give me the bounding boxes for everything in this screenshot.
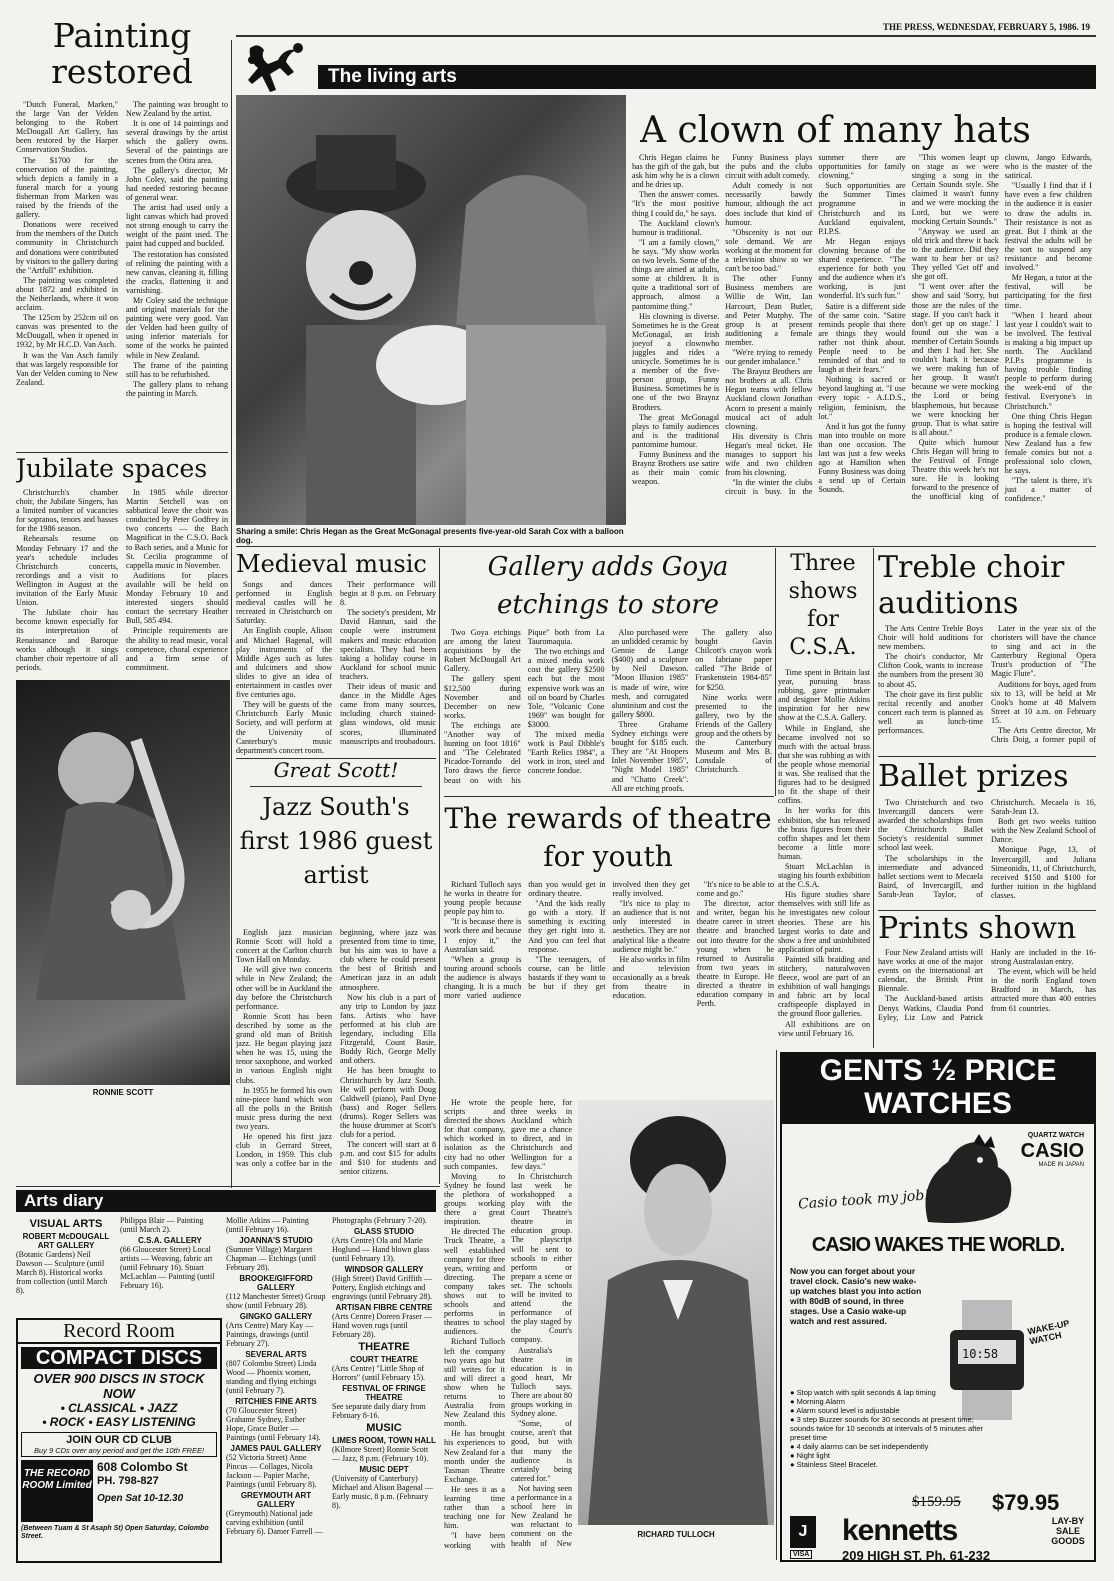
record-room-logo: THE RECORD ROOM Limited (21, 1460, 93, 1522)
casio-feature (790, 1451, 986, 1460)
treble-headline: Treble choir auditions (878, 550, 1065, 621)
paragraph: Their ideas of music and dance in the Middle Ages came from many sources, including church stained-glass windows, old music scores, illuminated manuscripts and troubadours. (340, 682, 436, 746)
record-room-address: 608 Colombo St (97, 1460, 188, 1474)
jubilate-headline: Jubilate spaces (16, 454, 208, 483)
section-banner: The living arts (318, 65, 1096, 89)
paragraph: Such opportunities are the Summer Times programme in Christchurch and its Auckland equivalent, P.I.P.S. (818, 181, 906, 236)
paragraph: The choir gave its first public recital recently and another concert each term is planned as well as lunch-time performances. (878, 689, 983, 736)
paragraph: "In the winter the clubs circuit is busy. In the summer there are opportunities for family clowning." (725, 153, 906, 497)
paragraph: Adult comedy is not necessarily bawdy humour, although the act does include that kind of humour. (725, 181, 813, 227)
paragraph: One thing Chris Hegan is hoping the festival will produce is a female clown. New Zealand has a few female comics but not a professional solo clown, he says. (1004, 411, 1092, 476)
diary-section-heading: VISUAL ARTS (29, 1218, 103, 1230)
paragraph: The society's president, Mr David Hannan, said the couple were instrument makers and music education specialists. They had been taking a holiday course in Auckland for school music teachers. (340, 608, 436, 681)
casio-intro: Now you can forget about your travel clock. Casio's new wake-up watches blast you into action with 80dB of sound, in three stages. Use a Casio wake-up watch and rest assured. (790, 1266, 922, 1326)
paragraph: The choir's conductor, Mr Clifton Cook, wants to increase the numbers from the present 30 to about 45. (878, 652, 983, 689)
tulloch-photo-image (578, 1100, 774, 1525)
record-room-line3: • ROCK • EASY LISTENING (42, 1415, 196, 1429)
paragraph: The event, which will be held in the north England town Bradford in March, has attracted more than 400 entries from 61 countries. (991, 967, 1096, 1013)
paragraph: Donations were received from the members of the Dutch community in Christchurch and donations were contributed by visitors to the gallery during the "Artfull" exhibition. (16, 220, 118, 275)
divider (236, 546, 1096, 547)
saxophone-photo-image (16, 680, 230, 1085)
divider (236, 758, 436, 759)
watch-ad-rooster-area (788, 1132, 1088, 1228)
diary-entry: See separate daily diary from February 8-16. (332, 1402, 426, 1420)
old-price: $159.95 (912, 1494, 961, 1510)
divider (878, 756, 1096, 757)
paragraph: Stuart McLachlan is staging his fourth exhibition at the C.S.A. (778, 861, 870, 890)
jazz-headline: Jazz South's first 1986 guest artist (239, 793, 433, 889)
watch-ad-headline-2: WATCHES (782, 1088, 1094, 1124)
paragraph: The etchings are "Another way of hunting on foot 1816" and "The Celebrated Picador-Toreando del Toro draws the fierce beast on with his Pique" both from La Tauromaquia. (444, 628, 605, 785)
casio-tagline: CASIO WAKES THE WORLD. (811, 1234, 1065, 1256)
paragraph: In 1955 he formed his own nine-piece band which won all the polls in the British music press during the next two years. (236, 1085, 332, 1131)
jazz-body (236, 928, 436, 1186)
diary-venue: C.S.A. GALLERY (138, 1236, 202, 1245)
paragraph: "When I heard about last year I couldn't wait to be involved. The festival is making a big impact up north. The Auckland P.I.P.s programme is having trouble finding people to perform during the week-end of the festival. Everyone's in Christchurch." (1004, 310, 1092, 411)
diary-venue: LIMES ROOM, TOWN HALL (332, 1436, 436, 1445)
paragraph: His figure studies share themselves with still life as he investigates new colour theories. These are his largest works to date and show a free and uninhibited application of paint. (778, 890, 870, 954)
diary-col-1 (16, 1216, 116, 1316)
casio-feature (790, 1397, 986, 1406)
svg-text:10:58: 10:58 (962, 1347, 999, 1361)
casio-feature-text: Alarm sound level is adjustable (796, 1406, 900, 1415)
diary-entry: (University of Canterbury) Michael and Alison Bagenal — Early music, 8 p.m. (February 8). (332, 1474, 433, 1510)
paragraph: The two etchings and a mixed media work cost the gallery $2500 each but the most expensive work was an oil on board by Charles Tole, "Volcanic Cone 1969" was bought for $3000. (527, 647, 605, 729)
paragraph: They will be guests of the Christchurch Early Music Society, and will perform at the University of Canterbury's music department's concert room. (236, 700, 332, 755)
paragraph: "And the kids really go with a story. If something is exciting they get right into it. And you can feel that response. (528, 899, 606, 954)
casio-brand: CASIO (1020, 1140, 1084, 1162)
paragraph: He will give two concerts while in New Zealand; the other will be in Auckland the day before the Christchurch performance. (236, 965, 332, 1011)
record-room-hours: Open Sat 10-12.30 (97, 1493, 184, 1504)
diary-col-3 (226, 1216, 326, 1566)
paragraph: Their performance will begin at 8 p.m. on February 8. (340, 580, 436, 608)
paragraph: The restoration has consisted of relining the painting with a new canvas, cleaning it, filling the cracks, flattening it and varnishing. (126, 249, 228, 295)
record-room-line1: OVER 900 DISCS IN STOCK NOW (33, 1371, 205, 1401)
paragraph: "Dutch Funeral, Marken," the large Van der Velden belonging to the Robert McDougall Art Gallery, has been restored by the Harper Conservation Studios. (16, 100, 118, 155)
dancers-icon (238, 40, 316, 100)
paragraph: And it has got the funny man into trouble on more than one occasion. The last was just a few weeks ago at Hamilton when Funny Business was doing a send up of Certain Sounds. (818, 421, 906, 495)
paragraph: Mr Coley said the technique and original materials for the painting were very good. Van der Velden had been guilty of using inferior materials for some of the works he painted while in New Zealand. (126, 295, 228, 360)
cd-club-box (21, 1432, 217, 1457)
paragraph: The Jubilate choir has become known especially for its interpretation of Renaissance and Baroque works although it sings chamber choir repertoire of all periods. (16, 608, 118, 672)
visa-badge: VISA (790, 1550, 812, 1559)
divider (16, 452, 228, 453)
diary-entry: (66 Gloucester Street) Local artists — Weaving, fabric art (until February 16). Stuart McLachlan — Painting (until February 16). (120, 1245, 215, 1290)
jubilate-body (16, 488, 228, 674)
clown-photo-image (236, 95, 626, 525)
paragraph: The Arts Centre Treble Boys Choir will hold auditions for new members. (878, 624, 983, 652)
paragraph: Songs and dances performed in English medieval castles will be recreated in Christchurch on Saturday. (236, 580, 332, 626)
paragraph: The concert will start at 8 p.m. and cost $15 for adults and $10 for students and senior citizens. (340, 1140, 436, 1177)
record-room-line2: • CLASSICAL • JAZZ (60, 1401, 178, 1415)
paragraph: He wrote the scripts and directed the shows for that company, which worked in isolation as the city had no other such companies. (444, 1098, 505, 1171)
bullet-icon: ● (790, 1397, 797, 1406)
paragraph: Four New Zealand artists will have works at one of the major events on the international art calendar, the British Print Biennale. (878, 948, 983, 994)
diary-col-4 (332, 1216, 436, 1566)
paragraph: In 1985 while director Martin Setchell was on sabbatical leave the choir was conducted by Peter Godfrey in two concerts — the Bach Magnificat in the C.S.O. Back to Bach series, and a Music for St. Cecilia programme of cappella music in November. (126, 488, 228, 570)
paragraph: The scholarships in the intermediate and advanced ballet sections went to Mecaela Baird, of Invercargill, and Sarah-Jean Taylor, of Christchurch. Mecaela is 16, Sarah-Jean 13. (878, 798, 1096, 899)
paragraph: "Obscenity is not our sole demand. We are working at the moment for a television show so we can't be too bad." (725, 227, 813, 274)
casio-sub: MADE IN JAPAN (1038, 1162, 1084, 1168)
diary-venue: JAMES PAUL GALLERY (230, 1444, 322, 1453)
paragraph: "I have been working with people here, for three weeks in Auckland which gave me a chance to direct, and in Christchurch and Wellington for a few days." (444, 1098, 572, 1550)
diary-section-heading: THEATRE (358, 1341, 410, 1353)
paragraph: The other Funny Business members are Willie de Witt, Ian Harcourt, Dean Butler, and Peter Murphy. The group is at present auditioning a female member. (725, 274, 813, 347)
tulloch-caption: RICHARD TULLOCH (637, 1530, 715, 1539)
diary-entry: (52 Victoria Street) Anne Pincus — Collages, Nicola Jackson — Papier Mache, Paintings (until February 8). (226, 1453, 317, 1489)
diary-section-heading: MUSIC (366, 1422, 402, 1434)
medieval-headline: Medieval music (236, 550, 427, 578)
paragraph: Mr Hegan, a tutor at the festival, will be participating for the first time. (1004, 273, 1092, 310)
paragraph: Auditions for places available will be held on Monday February 10 and interested singers should contact the secretary Heather Bull, 585 494. (126, 570, 228, 626)
divider (250, 786, 422, 787)
paragraph: He has been brought to Christchurch by Jazz South. He will perform with Doug Caldwell (piano), Paul Dyne (bass) and Roger Sellers (drums). Roger Sellers was the house drummer at Scott's club for a period. (340, 1066, 436, 1140)
bullet-icon: ● (790, 1442, 797, 1451)
divider (231, 40, 232, 1188)
paragraph: "It's nice to be able to come and go." (696, 880, 774, 899)
masthead: THE PRESS, WEDNESDAY, FEBRUARY 5, 1986. 19 (882, 22, 1090, 32)
tulloch-photo (578, 1100, 774, 1525)
paragraph: He sees it as a learning time rather than a teaching one for him. (444, 1484, 505, 1531)
diary-venue: FESTIVAL OF FRINGE THEATRE (342, 1384, 426, 1402)
paragraph: The gallery spent $12,500 during November and December on new works. (444, 674, 521, 720)
theatre-body-left (444, 1098, 572, 1556)
paragraph: Later in the year six of the choristers will have the chance to sing and act in the Canterbury Regional Opera Trust's production of "The Magic Flute". (991, 624, 1096, 679)
diary-col-2 (120, 1216, 220, 1316)
paragraph: He also works in film and television occasionally as a break from theatre in education. (612, 954, 690, 1001)
diary-venue: MUSIC DEPT (359, 1465, 409, 1474)
diary-venue: ARTISAN FIBRE CENTRE (335, 1303, 433, 1312)
paragraph: In her works for this exhibition, she has released the brass figures from their coffin shapes and let them become a little more human. (778, 806, 870, 861)
diary-entry: Photographs (February 7-20). (332, 1216, 427, 1225)
casio-feature-text: 3 step Buzzer sounds for 30 seconds at present time; sounds twice for 10 seconds at intervals of 5 minutes after preset time (790, 1415, 984, 1442)
diary-venue: BROOKE/GIFFORD GALLERY (239, 1274, 313, 1292)
clown-headline: A clown of many hats (640, 110, 1031, 151)
cd-club-sub: Buy 9 CDs over any period and get the 10th FREE! (33, 1446, 205, 1455)
watch-ad (780, 1052, 1096, 1562)
paragraph: His diversity is Chris Hegan's meal ticket. He manages to support his wife and two children from his clowning. (725, 431, 813, 478)
diary-venue: SEVERAL ARTS (245, 1350, 307, 1359)
diary-venue: GINGKO GALLERY (239, 1312, 313, 1321)
divider (444, 796, 774, 797)
paragraph: The Auckland clown's humour is traditional. (632, 218, 720, 237)
ballet-headline: Ballet prizes (878, 760, 1069, 794)
paragraph: Satire is a different side of the same coin. "Satire reminds people that there are things they would rather not think about. People need to be reminded of that and to laugh at their fears." (818, 301, 906, 375)
diary-entry: (Arts Centre) Doreen Fraser — Hand woven rugs (until February 28). (332, 1312, 432, 1339)
paragraph: Then the answer comes. "It's the most positive thing I could do," he says. (632, 190, 720, 218)
paragraph: Nothing is sacred or beyond laughing at. "I use every topic - A.I.D.S., religion, feminism, the lot." (818, 375, 906, 421)
casio-feature-text: Stainless Steel Bracelet. (796, 1460, 878, 1469)
record-room-contact (93, 1460, 217, 1522)
paragraph: Both get two weeks tuition with the New Zealand School of Dance. (991, 817, 1096, 845)
paragraph: Quite which humour Chris Hegan will bring to the Festival of Fringe Theatre this week he's not sure. He is looking forward to the presence of the unofficial king of clowns, Jango Edwards, who is the master of the satirical. (911, 153, 1092, 502)
paragraph: The artist had used only a light canvas which had proved not strong enough to carry the weight of the paint used. The paint had cupped and buckled. (126, 203, 228, 249)
paragraph: "I am a family clown," he says. "My show works on two levels. Some of the things are aimed at adults, some at children. It is quite a traditional sort of approach, almost a pantomime thing." (632, 237, 720, 311)
diary-venue: GREYMOUTH ART GALLERY (240, 1491, 312, 1509)
paragraph: Two Goya etchings are among the latest acquisitions by the Robert McDougall Art Gallery. (444, 628, 521, 674)
divider (775, 548, 776, 796)
diary-entry: (Arts Centre) Ola and Marie Hoglund — Hand blown glass (until February 13). (332, 1236, 430, 1263)
casio-feature-text: 4 daily alarms can be set independently (796, 1442, 929, 1451)
ballet-body (878, 798, 1096, 908)
paragraph: Not having seen a performance in a school here in New Zealand he was reluctant to comment on the health of New (511, 1483, 572, 1548)
record-room-footer (21, 1460, 217, 1522)
csa-body (778, 668, 870, 1048)
casio-feature (790, 1415, 986, 1442)
paragraph: Rehearsals resume on Monday February 17 and the year's schedule includes Christchurch concerts, recordings and a visit to Wellington in August at the invitation of the Early Music Union. (16, 534, 118, 608)
prints-headline: Prints shown (878, 912, 1077, 946)
diary-venue: GLASS STUDIO (353, 1227, 414, 1236)
paragraph: "I went over after the show and said 'Sorry, but those are the rules of the stage. If you can't hack it don't get up on stage.' I found out she was a member of Certain Sounds and then I had her. She couldn't hack it because we were making fun of her group. It wasn't because we were mocking the Lord or being blasphemous, but because we were knocking her group. That is what satire is all about." (911, 282, 999, 437)
paragraph: Funny Business plays the pubs and the clubs circuit with adult comedy. (725, 153, 813, 181)
casio-feature-text: Stop watch with split seconds & lap timing (796, 1388, 936, 1397)
casio-feature (790, 1460, 986, 1469)
paragraph: "Some, of course, aren't that good, but with that many the audience is certainly being catered for." (511, 1419, 572, 1483)
record-room-phone: PH. 798-827 (97, 1475, 159, 1487)
theatre-body-top (444, 880, 774, 1095)
diary-entry: (Botanic Gardens) Neil Dawson — Sculpture (until March 8). Historical works from collection (until March 8). (16, 1250, 108, 1295)
divider (878, 910, 1096, 911)
paragraph: Nine works were presented to the gallery, two by the Friends of the Gallery group and the others by the Canterbury Museum and Mrs B. Lonsdale of Christchurch. (695, 692, 772, 775)
paragraph: The Auckland-based artists Denys Watkins, Claudia Pond Eyley, Liz Low and Patrick Hanly are included in the 16-strong Australasian entry. (878, 948, 1096, 1022)
paragraph: Auditions for boys, aged from six to 13, will be held at Mr Cook's home at 48 Malvern Street at 10 a.m. on February 15. (991, 679, 1096, 725)
kennetts-store: kennetts (842, 1514, 958, 1547)
paragraph: In Christchurch last week he workshopped a play with the Court Theatre's theatre in education group. The playscript will be sent to schools to either perform or prepare a scene or set. The schools will be invited to attend the performance of the play staged by the Court's company. (511, 1171, 572, 1345)
ronnie-scott-caption: RONNIE SCOTT (92, 1088, 154, 1097)
csa-headline: Three shows for C.S.A. (788, 551, 858, 660)
rooster-icon (888, 1132, 1028, 1228)
diary-entry: (Arts Centre) "Little Shop of Horrors" (until February 15). (332, 1364, 426, 1382)
record-room-location: (Between Tuam & St Asaph St) Open Saturday, Colombo Street. (21, 1525, 209, 1540)
bullet-icon: ● (790, 1451, 797, 1460)
divider (873, 548, 874, 1048)
section-logo (238, 40, 316, 100)
paragraph: "Anyway we used an old trick and threw it back to the audience. Did they want to hear her or us? They yelled 'Get off' and she got off. (911, 226, 999, 282)
diary-entry: (Kilmore Street) Ronnie Scott — Jazz, 8 p.m. (February 10). (332, 1445, 429, 1463)
paragraph: "This women leapt up on stage as we were singing a song in the Certain Sounds style. She claimed it wasn't funny and we were mocking the Lord, but we were mocking Certain Sounds." (911, 153, 999, 226)
casio-feature (790, 1406, 986, 1415)
paragraph: "It is because there is work there and because I enjoy it," the Australian said. (444, 917, 522, 954)
prints-body (878, 948, 1096, 1046)
goya-headline: Gallery adds Goya etchings to store (487, 552, 729, 620)
diary-venue: WINDSOR GALLERY (344, 1265, 424, 1274)
paragraph: The director, actor and writer, began his theatre career in street theatre and branched out into theatre for the young when he returned to Australia from two years in theatre in Europe. He directed a theatre in education company in Perth. (696, 899, 774, 1009)
paragraph: The painting was brought to New Zealand by the artist. (126, 100, 228, 119)
wakeup-label: WAKE-UP WATCH (1026, 1318, 1071, 1347)
paragraph: Two Christchurch and two Invercargill dancers were awarded the scholarships from the Christchurch Ballet Society's residential summer school last week. (878, 798, 983, 853)
cd-club-title: JOIN OUR CD CLUB (66, 1434, 172, 1446)
paragraph: Ronnie Scott has been described by some as the grand old man of British jazz. He began playing jazz when he was 15, using the tenor saxophone, and worked in various English night clubs. (236, 1011, 332, 1085)
record-room-ad (16, 1318, 222, 1563)
bullet-icon: ● (790, 1388, 797, 1397)
paragraph: It is one of 14 paintings and several drawings by the artist which the gallery owns. Several of the paintings are scenes from the Otira area. (126, 119, 228, 165)
casio-features (790, 1388, 986, 1469)
paragraph: The great McGonagal plays to family audiences and is the traditional pantomime humour. (632, 412, 720, 449)
record-room-brand: Record Room (18, 1320, 220, 1344)
paragraph: Christchurch's chamber choir, the Jubilate Singers, has a limited number of vacancies for sopranos, tenors and basses for the 1986 season. (16, 488, 118, 534)
medieval-body (236, 580, 436, 755)
paragraph: He opened his first jazz club in Gerrard Street, London, in 1959. This club was only a coffee bar in the beginning, where jazz was presented from time to time, but his aim was to have a club where he could present the best of British and American jazz in an adult atmosphere. (236, 928, 436, 1169)
diary-entry: (112 Manchester Street) Group show (until February 28). (226, 1292, 326, 1310)
painting-body (16, 100, 228, 450)
paragraph: English jazz musician Ronnie Scott will hold a concert at the Carlton church Town Hall on Monday. (236, 928, 332, 965)
new-price: $79.95 (992, 1490, 1060, 1515)
paragraph: Now his club is a part of any trip to London by jazz fans. Artists who have performed at his club are legendary, including Ella Fitzgerald, Count Basie, Buddy Rich, George Melly and others. (340, 992, 436, 1066)
diary-venue: ROBERT McDOUGALL ART GALLERY (22, 1232, 110, 1250)
watch-ad-headline-1: GENTS ½ PRICE (782, 1054, 1094, 1088)
paragraph: He has brought his experiences to New Zealand for a month under the Tasman Theatre Exchange. (444, 1429, 505, 1484)
paragraph: "We're trying to remedy our gender imbalance." (725, 347, 813, 367)
paragraph: The gallery's director, Mr John Coley, said the painting had needed restoring because of general wear. (126, 165, 228, 202)
bullet-icon: ● (790, 1406, 797, 1415)
divider (439, 548, 440, 1184)
paragraph: The gallery plans to rehang the painting in March. (126, 379, 228, 398)
diary-venue: JOANNA'S STUDIO (239, 1236, 313, 1245)
paragraph: An English couple, Alison and Michael Bagenal, will play instruments of the Middle Ages such as lutes and dulcimers and show slides to give an idea of entertainment in castles over five centuries ago. (236, 626, 332, 700)
paragraph: The mixed media work is Paul Dibble's "Earth Relics 1984", a work in iron, steel and concrete fondue. (527, 730, 605, 776)
kennetts-logo-mark: J (790, 1516, 816, 1548)
paragraph: Richard Tulloch says he works in theatre for young people because people pay him to. (444, 880, 522, 917)
paragraph: Mr Hegan enjoys clowning because of the shared experience. "The experience for both you and the audience when it's working, is just wonderful. It's such fun." (818, 236, 906, 301)
paragraph: The Braynz Brothers are not brothers at all. Chris Hegan teams with fellow Auckland clown Jonathan Acorn to present a mainly musical act of adult clowning. (725, 367, 813, 431)
diary-entry: (807 Colombo Street) Linda Wood — Phoenix women, standing and flying etchings (until February 7). (226, 1359, 317, 1395)
paragraph: Australia's theatre in education is in good heart, Mr Tulloch says. There are about 80 groups working in Sydney alone. (511, 1345, 572, 1419)
paragraph: Painted silk braiding and stitchery, naturalwoven fleece, wool are part of an exhibition of wall hangings and fabric art by local craftspeople displayed in the ground floor galleries. (778, 954, 870, 1019)
bullet-icon: ● (790, 1460, 797, 1469)
paragraph: The painting was completed about 1872 and exhibited in the Netherlands, where it won acclaim. (16, 275, 118, 313)
casio-feature-text: Night light (796, 1451, 830, 1460)
diary-venue: COURT THEATRE (350, 1355, 418, 1364)
diary-venue: RITCHIES FINE ARTS (235, 1397, 317, 1406)
paragraph: It was the Van Asch family that was largely responsible for Van der Velden coming to New Zealand. (16, 350, 118, 387)
jazz-kicker: Great Scott! (273, 760, 399, 782)
paragraph: The $1700 for the conservation of the painting, which depicts a family in a funeral march for a young fisherman from Marken was raised by the friends of the gallery. (16, 155, 118, 220)
paragraph: Moving to Sydney he found the plethora of groups working there a great inspiration. (444, 1171, 505, 1227)
bullet-icon: ● (790, 1415, 797, 1424)
casio-small: QUARTZ WATCH (1027, 1132, 1084, 1139)
paragraph: Monique Page, 13, of Invercargill, and Juliana Simeonidis, 11, of Christchurch, received $150 and $100 for further tuition in the highland classes. (991, 845, 1096, 900)
paragraph: "When a group is touring around schools the audience is always changing. It is a much more varied audience than you would get in ordinary theatre. (444, 880, 606, 1001)
paragraph: The Arts Centre director, Mr Chris Doig, a former pupil of (991, 726, 1096, 745)
diary-entry: (70 Gloucester Street) Grahame Sydney, Esther Hope, Grace Butler — Paintings (until February 14). (226, 1406, 321, 1442)
painting-headline: Painting restored (51, 18, 193, 90)
kennetts-layby: LAY-BY SALE GOODS (1051, 1516, 1085, 1546)
diary-banner: Arts diary (16, 1190, 436, 1212)
diary-entry: (Arts Centre) Mary Kay — Paintings, drawings (until February 27). (226, 1321, 314, 1348)
casio-script-tagline: Casio took my job! (797, 1187, 931, 1213)
paragraph: The 125cm by 252cm oil on canvas was presented to the McDougall, when it opened in 1932, by Mr H.C.D. Van Asch. (16, 313, 118, 350)
paragraph: While in England, she became involved not so much with the actual brass that she was rubbing as with the people whose memorial it was. She realised that the figures had to be designed to fit the shape of their coffins. (778, 723, 870, 806)
paragraph: "The talent is there, it's just a matter of confidence." (1004, 476, 1092, 504)
paragraph: He directed The Truck Theatre, a well established company for three years, writing and directing. The company takes shows out to schools and performs in theatres to school audiences. (444, 1227, 505, 1337)
diary-entry: (High Street) David Griffith — Pottery, English etchings and engravings (until February 28). (332, 1274, 432, 1301)
masthead-rule (236, 35, 1096, 37)
paragraph: Three Grahame Sydney etchings were bought for $185 each. They are "At Hoopers Inlet November 1985", "Night Model 1985" and "Chatto Creek". All are etching proofs. (611, 719, 689, 793)
paragraph: Principle requirements are the ability to read music, vocal competence, choral experience and a firm sense of commitment. (126, 626, 228, 672)
ronnie-scott-photo (16, 680, 230, 1085)
diary-entry: Mollie Atkins — Painting (until February 16). (226, 1216, 309, 1234)
paragraph: Chris Hegan claims he has the gift of the gab, but ask him why he is a clown and he dries up. (632, 153, 720, 190)
clown-body (632, 153, 1092, 540)
divider (16, 1186, 440, 1187)
goya-body (444, 628, 772, 793)
paragraph: "Usually I find that if I have even a few children in the audience it is easier to draw the adults in. Their resistance is not as great. But I think at the festival the adults will be the sort to suspend any resistance and become involved." (1004, 181, 1092, 273)
paragraph: All exhibitions are on view until February 16. (778, 1019, 870, 1038)
paragraph: "The teenagers, of course, can be little bastards if they want to be but if they get involved then they get really involved. (528, 880, 690, 992)
paragraph: Richard Tulloch left the company two years ago but still writes for it and will direct a show when he returns to Australia from New Zealand this month. (444, 1337, 505, 1429)
record-room-headline: COMPACT DISCS (21, 1347, 217, 1369)
treble-body (878, 624, 1096, 754)
paragraph: Time spent in Britain last year, pursuing brass rubbing, gave printmaker and designer Mollie Atkins inspiration for her new show at the C.S.A. Gallery. (778, 668, 870, 723)
paragraph: "It's nice to play to an audience that is not only interested in aesthetics. They are not analytical like a theatre audience might be." (612, 899, 690, 954)
casio-feature (790, 1442, 986, 1451)
clown-photo (236, 95, 626, 525)
paragraph: The frame of the painting still has to be refurbished. (126, 360, 228, 379)
clown-caption: Sharing a smile: Chris Hegan as the Great McGonagal presents five-year-old Sarah Cox with a balloon dog. (236, 527, 624, 545)
casio-feature (790, 1388, 986, 1397)
casio-feature-text: Morning Alarm (796, 1397, 845, 1406)
paragraph: Also purchased were an unlidded ceramic by Gennie de Lange ($400) and a sculpture by Neil Dawson. "Moon Illusion 1985" is made of wire, wire mesh, and corrugated aluminium and cost the gallery $800. (611, 628, 689, 719)
paragraph: The gallery also bought Gavin Chilcott's crayon work on fabriane paper called "The Bride of Frankenstein 1984-85" for $250. (695, 628, 772, 692)
kennetts-address: 209 HIGH ST. Ph. 61-232 (842, 1548, 991, 1562)
diary-entry: (Sumner Village) Margaret Chapman — Etchings (until February 28). (226, 1245, 316, 1272)
theatre-headline: The rewards of theatre for youth (444, 802, 772, 873)
paragraph: His clowning is diverse. Sometimes he is the Great McGonagal, an Irish joeyof a clownwho juggles and rides a unicycle. Sometimes he is a member of the five-person group, Funny Business. Sometimes he is one of the two Braynz Brothers. (632, 311, 720, 412)
paragraph: Funny Business and the Braynz Brothers use satire as their main comic weapon. (632, 450, 720, 487)
divider (776, 1050, 777, 1560)
diary-entry: (Greymouth) National jade carving exhibition (until February 6). Damer Farrell — (226, 1509, 323, 1536)
diary-entry: Philippa Blair — Painting (until March 2). (120, 1216, 204, 1234)
